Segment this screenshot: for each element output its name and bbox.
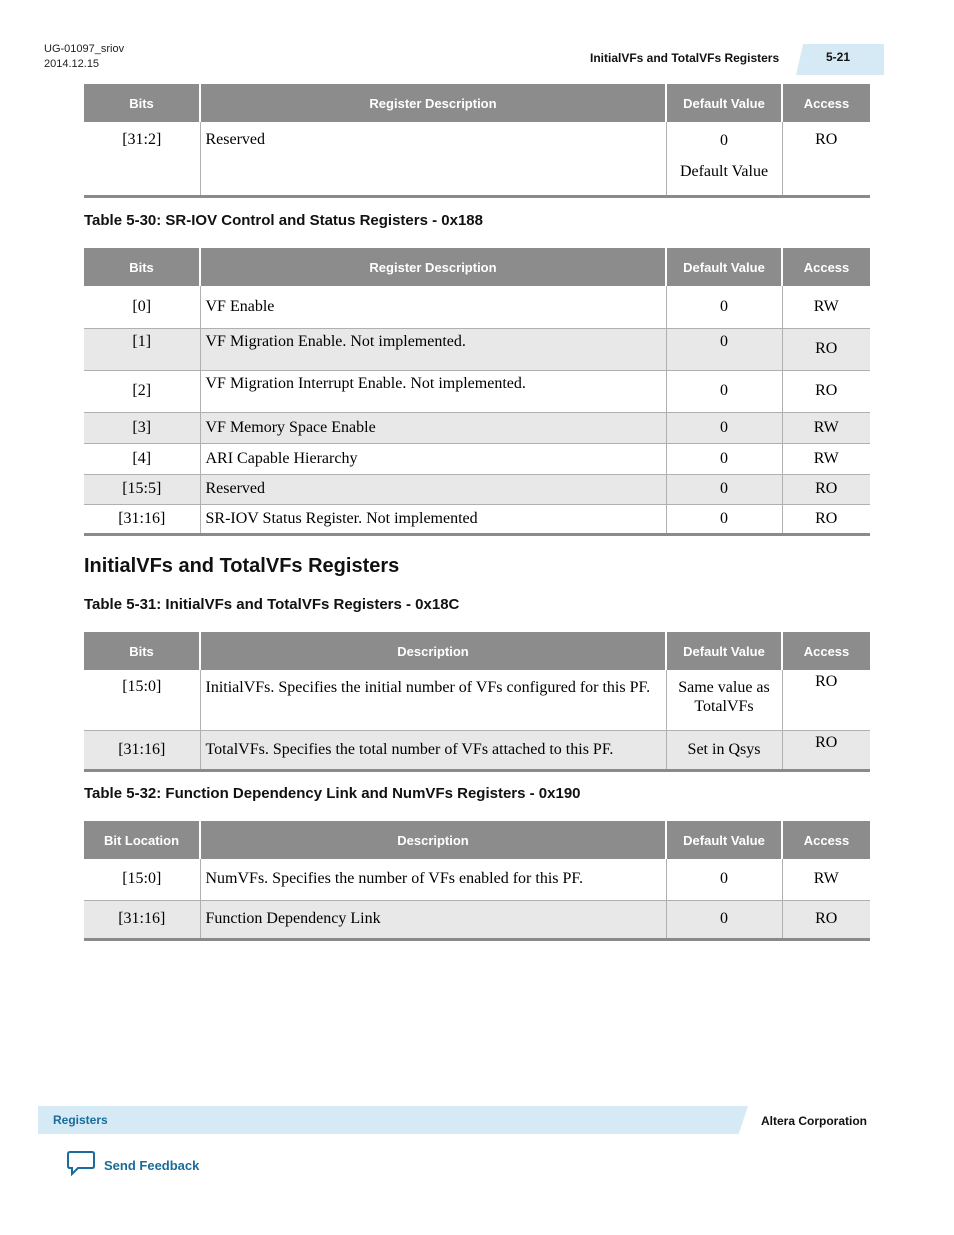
col-header-bits: Bits xyxy=(84,632,200,670)
table-caption-5-31: Table 5-31: InitialVFs and TotalVFs Registers - 0x18C xyxy=(84,596,460,613)
table-caption-5-30: Table 5-30: SR-IOV Control and Status Registers - 0x188 xyxy=(84,212,483,229)
cell-access: RO xyxy=(782,474,870,504)
cell-bits: [31:16] xyxy=(84,504,200,534)
cell-access: RO xyxy=(782,370,870,412)
cell-description: Reserved xyxy=(200,474,666,504)
col-header-default: Default Value xyxy=(666,248,782,286)
col-header-bits: Bits xyxy=(84,84,200,122)
footer-band xyxy=(38,1106,748,1134)
cell-access: RO xyxy=(782,670,870,730)
cell-default: 0 xyxy=(666,504,782,534)
col-header-default: Default Value xyxy=(666,821,782,859)
doc-meta xyxy=(44,42,124,72)
footer-chapter-link[interactable]: Registers xyxy=(53,1113,108,1127)
col-header-description: Register Description xyxy=(200,248,666,286)
cell-description: SR-IOV Status Register. Not implemented xyxy=(200,504,666,534)
register-table-5-30 xyxy=(84,248,870,536)
cell-bits: [31:16] xyxy=(84,900,200,939)
send-feedback-label[interactable]: Send Feedback xyxy=(104,1158,200,1173)
cell-description: VF Memory Space Enable xyxy=(200,412,666,443)
cell-bits: [4] xyxy=(84,443,200,474)
cell-bits: [2] xyxy=(84,370,200,412)
footer-company: Altera Corporation xyxy=(761,1114,868,1128)
cell-default-value: 0 xyxy=(720,132,728,149)
table-row xyxy=(84,412,870,443)
col-header-access: Access xyxy=(782,821,870,859)
table-row xyxy=(84,122,870,196)
cell-access: RO xyxy=(782,122,870,196)
cell-access: RO xyxy=(782,504,870,534)
cell-description: NumVFs. Specifies the number of VFs enabled for this PF. xyxy=(200,859,666,900)
table-row xyxy=(84,286,870,328)
col-header-description: Description xyxy=(200,632,666,670)
send-feedback-link[interactable] xyxy=(66,1150,199,1181)
cell-description: ARI Capable Hierarchy xyxy=(200,443,666,474)
cell-default: 0 xyxy=(666,370,782,412)
table-row xyxy=(84,504,870,534)
register-table-5-32 xyxy=(84,821,870,941)
table-row xyxy=(84,443,870,474)
col-header-description: Register Description xyxy=(200,84,666,122)
cell-description: VF Migration Interrupt Enable. Not implemented. xyxy=(200,370,666,412)
speech-bubble-icon xyxy=(66,1150,96,1181)
cell-default: Set in Qsys xyxy=(666,730,782,770)
cell-default: 0 xyxy=(666,328,782,370)
table-row xyxy=(84,670,870,730)
cell-access: RO xyxy=(782,730,870,770)
cell-default: 0 xyxy=(666,286,782,328)
cell-access: RO xyxy=(782,328,870,370)
col-header-access: Access xyxy=(782,84,870,122)
cell-bits: [31:2] xyxy=(84,122,200,196)
doc-date: 2014.12.15 xyxy=(44,58,100,70)
cell-bits: [31:16] xyxy=(84,730,200,770)
col-header-bit-location: Bit Location xyxy=(84,821,200,859)
doc-id: UG-01097_sriov xyxy=(44,43,125,55)
col-header-bits: Bits xyxy=(84,248,200,286)
cell-access: RO xyxy=(782,900,870,939)
col-header-access: Access xyxy=(782,632,870,670)
cell-default: 0 xyxy=(666,443,782,474)
cell-default: 0 xyxy=(666,474,782,504)
cell-default-note: Default Value xyxy=(679,163,769,180)
cell-bits: [15:5] xyxy=(84,474,200,504)
cell-description: VF Migration Enable. Not implemented. xyxy=(200,328,666,370)
table-row xyxy=(84,900,870,939)
cell-bits: [0] xyxy=(84,286,200,328)
register-table-5-31 xyxy=(84,632,870,772)
table-row xyxy=(84,328,870,370)
cell-default xyxy=(666,122,782,196)
table-row xyxy=(84,730,870,770)
cell-bits: [1] xyxy=(84,328,200,370)
cell-access: RW xyxy=(782,443,870,474)
section-heading: InitialVFs and TotalVFs Registers xyxy=(84,555,400,577)
cell-bits: [3] xyxy=(84,412,200,443)
cell-description: Function Dependency Link xyxy=(200,900,666,939)
col-header-access: Access xyxy=(782,248,870,286)
cell-access: RW xyxy=(782,286,870,328)
cell-access: RW xyxy=(782,859,870,900)
cell-default: 0 xyxy=(666,859,782,900)
cell-default: 0 xyxy=(666,412,782,443)
page-number: 5-21 xyxy=(826,50,851,64)
table-caption-5-32: Table 5-32: Function Dependency Link and NumVFs Registers - 0x190 xyxy=(84,785,581,802)
cell-description: VF Enable xyxy=(200,286,666,328)
col-header-description: Description xyxy=(200,821,666,859)
table-row xyxy=(84,370,870,412)
table-row xyxy=(84,474,870,504)
cell-default: Same value as TotalVFs xyxy=(666,670,782,730)
col-header-default: Default Value xyxy=(666,632,782,670)
cell-default: 0 xyxy=(666,900,782,939)
cell-bits: [15:0] xyxy=(84,859,200,900)
cell-description: TotalVFs. Specifies the total number of VFs attached to this PF. xyxy=(200,730,666,770)
cell-description: Reserved xyxy=(200,122,666,196)
running-section-title: InitialVFs and TotalVFs Registers xyxy=(590,51,780,65)
cell-bits: [15:0] xyxy=(84,670,200,730)
cell-access: RW xyxy=(782,412,870,443)
register-table-continued xyxy=(84,84,870,198)
col-header-default: Default Value xyxy=(666,84,782,122)
table-row xyxy=(84,859,870,900)
cell-description: InitialVFs. Specifies the initial number of VFs configured for this PF. xyxy=(200,670,666,730)
